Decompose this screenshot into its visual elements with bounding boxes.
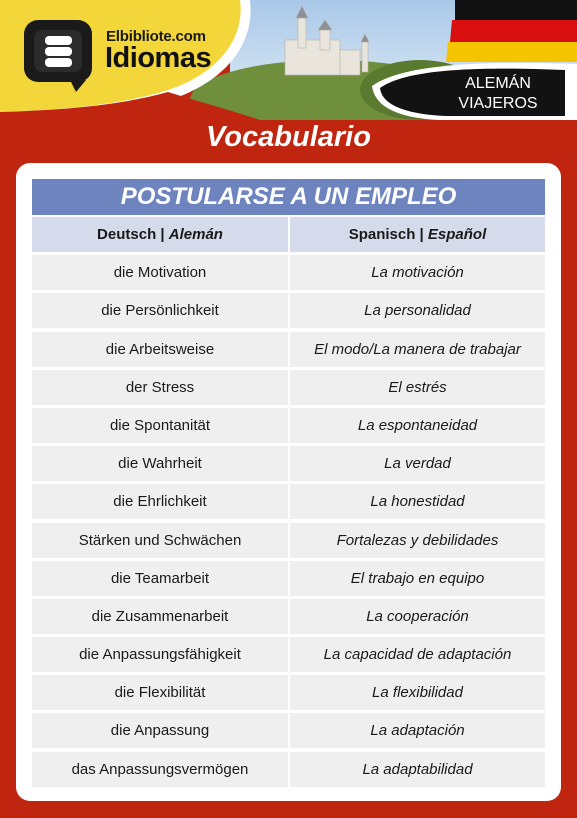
logo-icon	[24, 20, 92, 92]
header-cell-spanish	[290, 217, 545, 252]
brand-name: Idiomas	[105, 42, 212, 74]
header-german-label: Deutsch |	[97, 226, 169, 243]
vocabulary-card	[16, 163, 561, 801]
german-term: die Wahrheit	[32, 446, 288, 481]
spanish-translation: La adaptabilidad	[290, 752, 545, 787]
german-term: die Anpassung	[32, 713, 288, 748]
brand-site: Elbibliote.com	[106, 28, 206, 45]
course-level: VIAJEROS	[458, 95, 538, 112]
table-row	[32, 484, 545, 519]
german-term: die Arbeitsweise	[32, 332, 288, 367]
german-term: das Anpassungsvermögen	[32, 752, 288, 787]
spanish-translation: La flexibilidad	[290, 675, 545, 710]
german-term: die Persönlichkeit	[32, 293, 288, 328]
spanish-translation: El modo/La manera de trabajar	[290, 332, 545, 367]
spanish-translation: El trabajo en equipo	[290, 561, 545, 596]
spanish-translation: El estrés	[290, 370, 545, 405]
table-row	[32, 752, 545, 787]
spanish-translation: Fortalezas y debilidades	[290, 523, 545, 558]
table-row	[32, 255, 545, 290]
spanish-translation: La honestidad	[290, 484, 545, 519]
header-spanish-label: Spanisch |	[348, 226, 428, 243]
table-row	[32, 293, 545, 328]
spanish-translation: La espontaneidad	[290, 408, 545, 443]
table-title: POSTULARSE A UN EMPLEO	[32, 179, 545, 215]
german-term: die Ehrlichkeit	[32, 484, 288, 519]
table-header-row	[32, 217, 545, 252]
german-flag-image	[446, 0, 577, 62]
spanish-translation: La personalidad	[290, 293, 545, 328]
table-row	[32, 408, 545, 443]
table-row	[32, 561, 545, 596]
header-german-label-es: Alemán	[168, 226, 223, 243]
header-spanish-label-es: Español	[427, 226, 487, 243]
german-term: die Teamarbeit	[32, 561, 288, 596]
table-row	[32, 675, 545, 710]
spanish-translation: La capacidad de adaptación	[290, 637, 545, 672]
table-row	[32, 713, 545, 748]
german-term: der Stress	[32, 370, 288, 405]
header-banner	[0, 0, 577, 120]
spanish-translation: La adaptación	[290, 713, 545, 748]
course-language: ALEMÁN	[465, 75, 531, 92]
german-term: die Flexibilität	[32, 675, 288, 710]
table-row	[32, 446, 545, 481]
table-row	[32, 332, 545, 367]
german-term: die Motivation	[32, 255, 288, 290]
spanish-translation: La verdad	[290, 446, 545, 481]
vocabulary-table	[32, 217, 545, 790]
table-row	[32, 599, 545, 634]
german-term: die Anpassungsfähigkeit	[32, 637, 288, 672]
header-cell-german	[32, 217, 288, 252]
german-term: die Zusammenarbeit	[32, 599, 288, 634]
table-row	[32, 370, 545, 405]
table-row	[32, 637, 545, 672]
spanish-translation: La cooperación	[290, 599, 545, 634]
german-term: die Spontanität	[32, 408, 288, 443]
table-row	[32, 523, 545, 558]
spanish-translation: La motivación	[290, 255, 545, 290]
german-term: Stärken und Schwächen	[32, 523, 288, 558]
section-title: Vocabulario	[206, 121, 371, 153]
